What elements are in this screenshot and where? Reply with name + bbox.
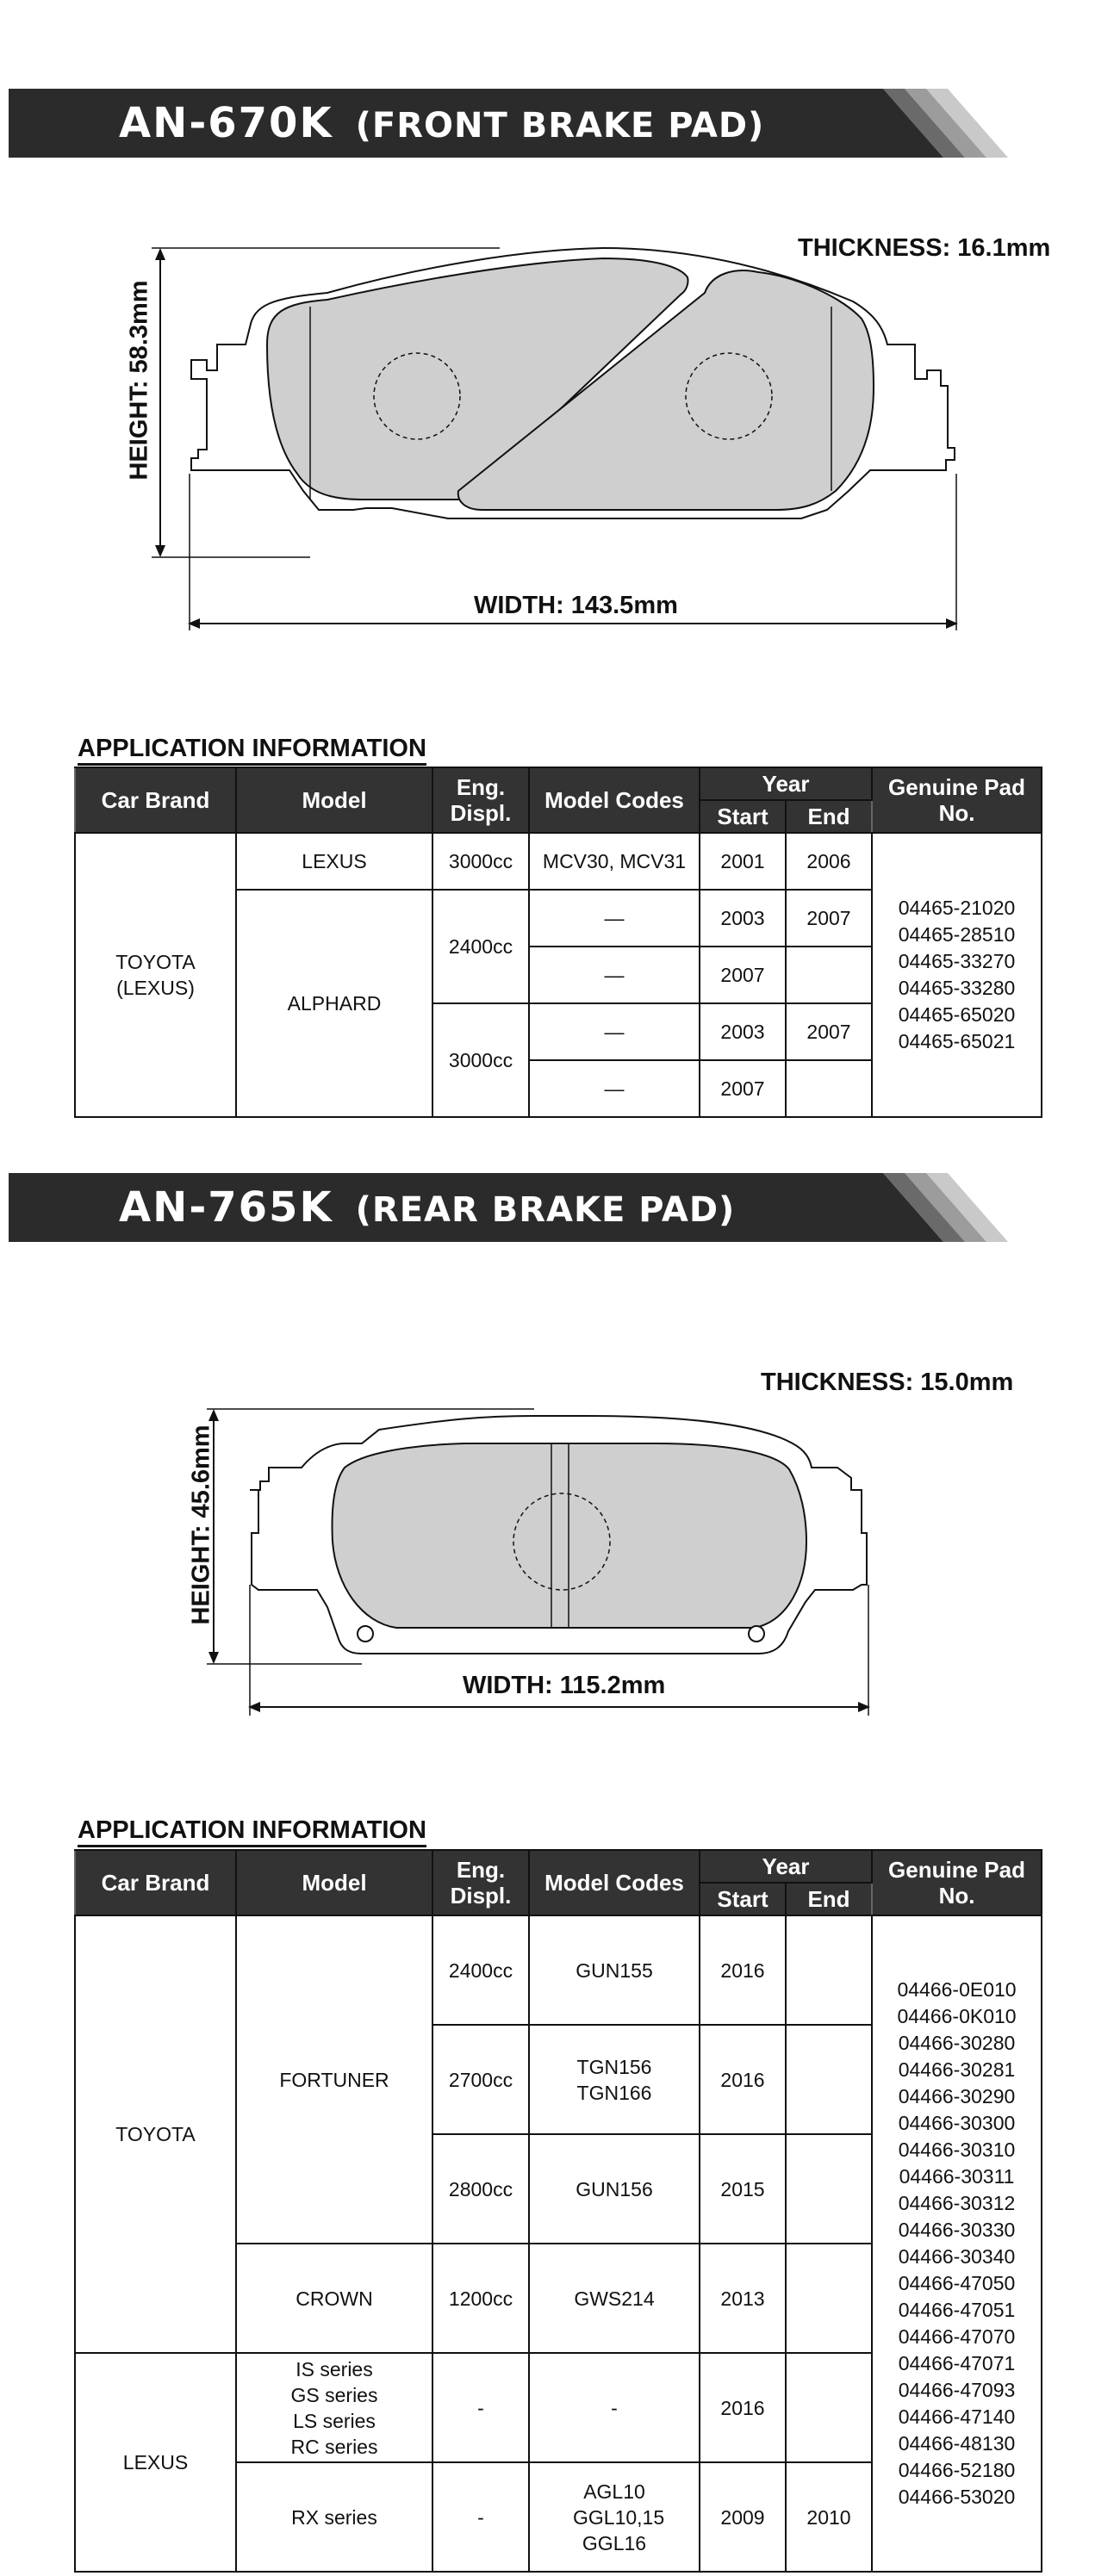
- eng-cell: 3000cc: [432, 833, 529, 890]
- col-car-brand: Car Brand: [75, 767, 236, 833]
- codes-cell: MCV30, MCV31: [529, 833, 700, 890]
- app-info-title: APPLICATION INFORMATION: [78, 734, 426, 766]
- pad-numbers-cell: 04466-0E010 04466-0K010 04466-30280 04466-30281 04466-30290 04466-30300 04466-30310 04466-30311 04466-30312 04466-30330 04466-30340 04466-47050 04466-47051 04466-47070 04466-47071 04466-47093 04466-47140 04466-48130 04466-52180 04466-53020: [872, 1915, 1042, 2572]
- end-cell: [786, 947, 872, 1003]
- brand-cell: LEXUS: [75, 2353, 236, 2572]
- end-cell: 2007: [786, 890, 872, 947]
- eng-cell: 2400cc: [432, 1915, 529, 2025]
- start-cell: 2003: [700, 890, 786, 947]
- start-cell: 2009: [700, 2462, 786, 2572]
- col-end: End: [786, 800, 872, 833]
- end-cell: [786, 1915, 872, 2025]
- end-cell: 2007: [786, 1003, 872, 1060]
- part-number: AN-670K: [119, 99, 333, 147]
- eng-cell: 3000cc: [432, 1003, 529, 1117]
- end-cell: [786, 2134, 872, 2244]
- col-model: Model: [236, 767, 432, 833]
- col-start: Start: [700, 1883, 786, 1915]
- model-cell: LEXUS: [236, 833, 432, 890]
- pad-numbers-cell: 04465-21020 04465-28510 04465-33270 04465-33280 04465-65020 04465-65021: [872, 833, 1042, 1117]
- col-eng: Eng. Displ.: [432, 1850, 529, 1915]
- model-cell: IS series GS series LS series RC series: [236, 2353, 432, 2462]
- part-type: (REAR BRAKE PAD): [355, 1190, 736, 1230]
- part-type: (FRONT BRAKE PAD): [355, 106, 765, 146]
- start-cell: 2003: [700, 1003, 786, 1060]
- col-genuine: Genuine Pad No.: [872, 767, 1042, 833]
- codes-cell: —: [529, 1060, 700, 1117]
- codes-cell: —: [529, 890, 700, 947]
- part-title: [119, 1183, 735, 1232]
- col-car-brand: Car Brand: [75, 1850, 236, 1915]
- col-start: Start: [700, 800, 786, 833]
- start-cell: 2007: [700, 1060, 786, 1117]
- height-label: HEIGHT: 58.3mm: [125, 280, 153, 481]
- brand-cell: TOYOTA: [75, 1915, 236, 2353]
- part-banner-front: [9, 89, 1008, 158]
- col-eng: Eng. Displ.: [432, 767, 529, 833]
- codes-cell: -: [529, 2353, 700, 2462]
- eng-cell: 1200cc: [432, 2244, 529, 2353]
- codes-cell: —: [529, 947, 700, 1003]
- col-genuine: Genuine Pad No.: [872, 1850, 1042, 1915]
- start-cell: 2013: [700, 2244, 786, 2353]
- height-label: HEIGHT: 45.6mm: [187, 1425, 215, 1625]
- codes-cell: GUN156: [529, 2134, 700, 2244]
- end-cell: [786, 1060, 872, 1117]
- width-label: WIDTH: 143.5mm: [474, 592, 678, 619]
- start-cell: 2016: [700, 1915, 786, 2025]
- eng-cell: -: [432, 2353, 529, 2462]
- width-label: WIDTH: 115.2mm: [463, 1672, 666, 1699]
- application-table-rear: [74, 1849, 1042, 2573]
- start-cell: 2001: [700, 833, 786, 890]
- app-info-title: APPLICATION INFORMATION: [78, 1816, 426, 1847]
- col-year: Year: [700, 1850, 872, 1883]
- start-cell: 2016: [700, 2025, 786, 2134]
- end-cell: [786, 2025, 872, 2134]
- thickness-label: THICKNESS: 15.0mm: [761, 1369, 1014, 1396]
- start-cell: 2007: [700, 947, 786, 1003]
- model-cell: ALPHARD: [236, 890, 432, 1117]
- codes-cell: —: [529, 1003, 700, 1060]
- front-pad-diagram: [0, 233, 1120, 646]
- codes-cell: GUN155: [529, 1915, 700, 2025]
- eng-cell: 2800cc: [432, 2134, 529, 2244]
- start-cell: 2016: [700, 2353, 786, 2462]
- codes-cell: GWS214: [529, 2244, 700, 2353]
- thickness-label: THICKNESS: 16.1mm: [798, 234, 1051, 262]
- model-cell: RX series: [236, 2462, 432, 2572]
- codes-cell: TGN156 TGN166: [529, 2025, 700, 2134]
- col-model: Model: [236, 1850, 432, 1915]
- end-cell: 2010: [786, 2462, 872, 2572]
- application-table-front: [74, 767, 1042, 1118]
- part-banner-rear: [9, 1173, 1008, 1242]
- eng-cell: 2400cc: [432, 890, 529, 1003]
- codes-cell: AGL10 GGL10,15 GGL16: [529, 2462, 700, 2572]
- part-number: AN-765K: [119, 1183, 333, 1232]
- brand-cell: TOYOTA (LEXUS): [75, 833, 236, 1117]
- col-model-codes: Model Codes: [529, 1850, 700, 1915]
- end-cell: 2006: [786, 833, 872, 890]
- eng-cell: -: [432, 2462, 529, 2572]
- col-year: Year: [700, 767, 872, 800]
- col-model-codes: Model Codes: [529, 767, 700, 833]
- eng-cell: 2700cc: [432, 2025, 529, 2134]
- col-end: End: [786, 1883, 872, 1915]
- end-cell: [786, 2244, 872, 2353]
- start-cell: 2015: [700, 2134, 786, 2244]
- end-cell: [786, 2353, 872, 2462]
- part-title: [119, 99, 764, 147]
- model-cell: FORTUNER: [236, 1915, 432, 2244]
- model-cell: CROWN: [236, 2244, 432, 2353]
